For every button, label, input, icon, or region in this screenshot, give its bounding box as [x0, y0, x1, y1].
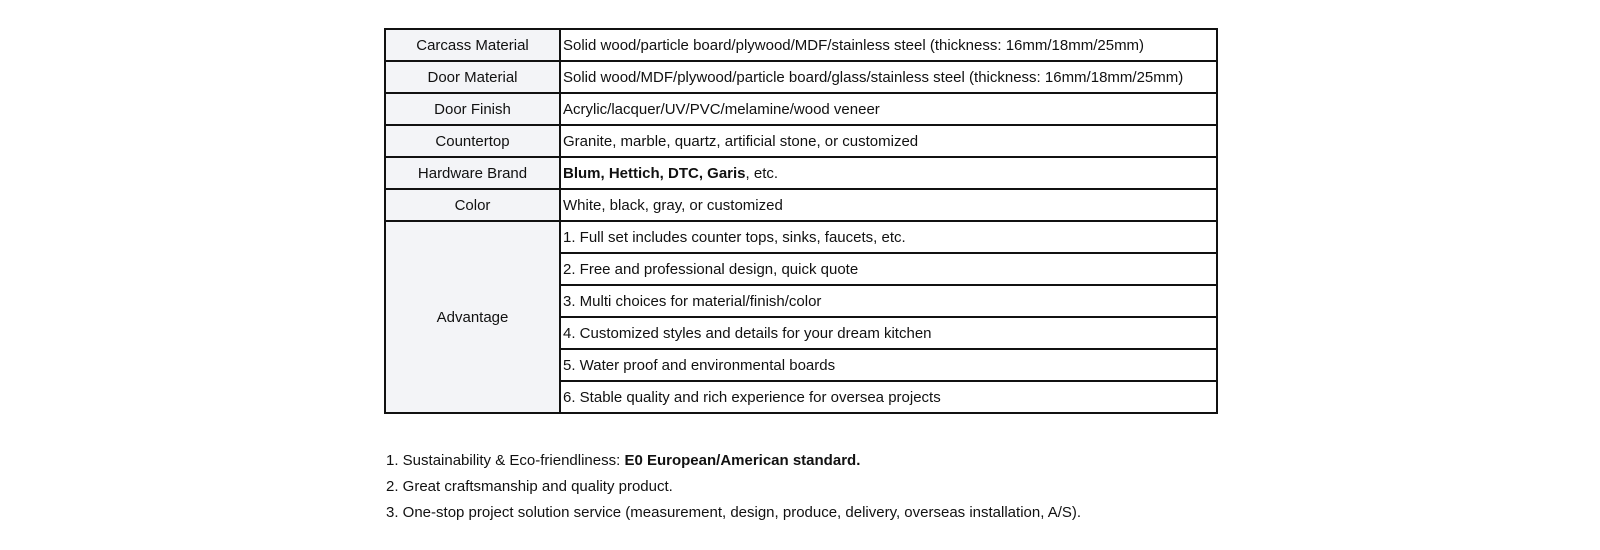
table-row [385, 29, 1217, 61]
spec-table [384, 28, 1218, 414]
countertop-label: Countertop [385, 125, 560, 157]
hardware-brands-bold: Blum, Hettich, DTC, Garis [563, 164, 746, 182]
note-sustainability-standard: E0 European/American standard. [624, 452, 861, 469]
notes-list [386, 448, 1081, 526]
table-row [385, 93, 1217, 125]
hardware-brand-value [560, 157, 1217, 189]
advantage-label: Advantage [385, 221, 560, 413]
note-craftsmanship: 2. Great craftsmanship and quality product. [386, 478, 673, 495]
countertop-value: Granite, marble, quartz, artificial stone, or customized [560, 125, 1217, 157]
table-row [385, 125, 1217, 157]
table-row [385, 157, 1217, 189]
color-value: White, black, gray, or customized [560, 189, 1217, 221]
carcass-material-label: Carcass Material [385, 29, 560, 61]
table-row [385, 189, 1217, 221]
advantage-item: 6. Stable quality and rich experience for oversea projects [560, 381, 1217, 413]
table-row [385, 221, 1217, 253]
hardware-brand-label: Hardware Brand [385, 157, 560, 189]
advantage-item: 5. Water proof and environmental boards [560, 349, 1217, 381]
advantage-item: 4. Customized styles and details for your dream kitchen [560, 317, 1217, 349]
door-material-value: Solid wood/MDF/plywood/particle board/glass/stainless steel (thickness: 16mm/18mm/25mm) [560, 61, 1217, 93]
hardware-brands-rest: , etc. [745, 164, 779, 182]
note-one-stop-service: 3. One-stop project solution service (measurement, design, produce, delivery, overseas installation, A/S). [386, 504, 1082, 521]
advantage-item: 2. Free and professional design, quick quote [560, 253, 1217, 285]
advantage-item: 3. Multi choices for material/finish/color [560, 285, 1217, 317]
table-row [385, 61, 1217, 93]
door-finish-value: Acrylic/lacquer/UV/PVC/melamine/wood veneer [560, 93, 1217, 125]
note-sustainability [386, 448, 1081, 474]
advantage-item: 1. Full set includes counter tops, sinks, faucets, etc. [560, 221, 1217, 253]
door-material-label: Door Material [385, 61, 560, 93]
carcass-material-value: Solid wood/particle board/plywood/MDF/stainless steel (thickness: 16mm/18mm/25mm) [560, 29, 1217, 61]
color-label: Color [385, 189, 560, 221]
door-finish-label: Door Finish [385, 93, 560, 125]
note-sustainability-text: 1. Sustainability & Eco-friendliness: [386, 452, 625, 469]
